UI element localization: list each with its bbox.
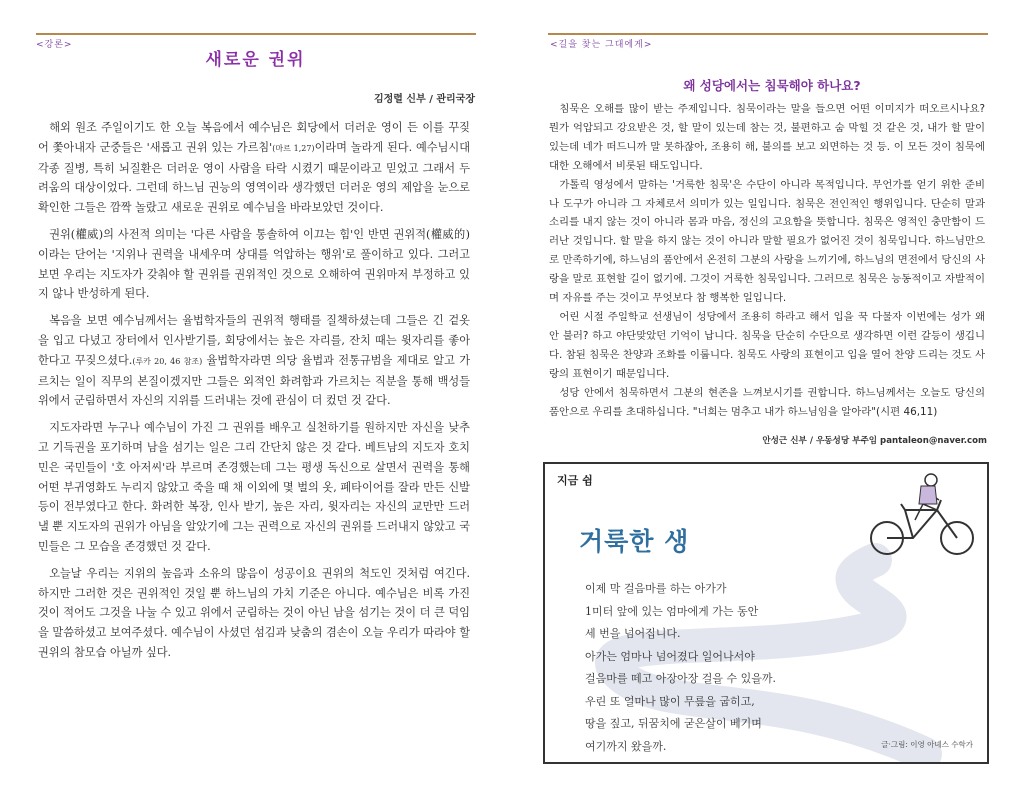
poem-line: 세 번을 넘어집니다. bbox=[585, 627, 681, 640]
paragraph-4: 지도자라면 누구나 예수님이 가진 그 권위를 배우고 실천하기를 원하지만 자신을 낮추고 기득권을 포기하며 남을 섬기는 일은 그리 간단치 않은 것 같다. 베트남의 지도자 호치민은 국민들이 '호 아저씨'라 부르며 존경했는데 그는 평생 독신으로 살면서 권력을 통해 어떤 부귀영화도 누리지 않았고 죽을 때 채 이외에 몇 벌의 옷, 폐타이어를 잘라 만든 신발 등이 전부였다고 한다. 화려한 복장, 인사 받기, 높은 자리, 윗자리는 자신의 교만만 드러낼 뿐 지도자의 권위가 아님을 알았기에 그는 권력으로 자신의 권위를 드러내지 않았고 국민들은 그 모습을 존경했던 것 같다. bbox=[38, 421, 470, 553]
poem-line: 아가는 엄마나 넘어졌다 일어나서야 bbox=[585, 649, 755, 663]
poem-line: 땅을 짚고, 뒤꿈치에 굳은살이 베기며 bbox=[585, 717, 762, 730]
left-page bbox=[0, 0, 511, 791]
right-page bbox=[512, 0, 1023, 791]
article-title-homily: 새로운 권위 bbox=[205, 50, 306, 70]
header-rule-right bbox=[548, 33, 988, 35]
section-tag-homily: <강론> bbox=[36, 40, 73, 50]
poem-credit: 글·그림: 이영 아녜스 수학가 bbox=[881, 740, 973, 749]
header-rule-left bbox=[36, 33, 476, 35]
poem-body bbox=[585, 578, 776, 758]
article-title-silence: 왜 성당에서는 침묵해야 하나요? bbox=[683, 78, 861, 93]
paragraph-3: 어린 시절 주일학교 선생님이 성당에서 조용히 하라고 해서 입을 꾹 다물자 이번에는 성가 왜 안 불러? 하고 야단맞았던 기억이 납니다. 침묵을 단순히 수단으로 생각하면 이런 갈등이 생깁니다. 참된 침묵은 찬양과 조화를 이룹니다. 침묵도 사랑의 표현이고 입을 열어 찬양 드리는 것도 사랑의 표현이기 때문입니다. bbox=[549, 310, 985, 380]
poem-line: 이제 막 걸음마를 하는 아가가 bbox=[585, 582, 727, 595]
byline-homily: 김정렬 신부 / 관리국장 bbox=[373, 94, 475, 105]
poem-title: 거룩한 생 bbox=[579, 527, 690, 556]
paragraph-2: 권위(權威)의 사전적 의미는 '다른 사람을 통솔하여 이끄는 힘'인 반면 권위적(權威的)이라는 단어는 '지위나 권력을 내세우며 상대를 억압하는 행위'로 풀이하고 있다. 그러고 보면 우리는 지도자가 갖춰야 할 권위를 권위적인 것으로 오해하여 권위마저 부정하고 있지 않나 반성하게 된다. bbox=[38, 227, 470, 301]
paragraph-5: 오늘날 우리는 지위의 높음과 소유의 많음이 성공이요 권위의 척도인 것처럼 여긴다. 하지만 그러한 것은 권위적인 것일 뿐 하느님의 가치 기준은 아니다. 예수님은 비록 가진 것이 적어도 그것을 나눌 수 있고 위에서 군림하는 것이 아닌 남을 섬기는 것이 더 큰 덕임을 말씀하셨고 보여주셨다. 예수님이 사셨던 섬김과 낮춤의 겸손이 오늘 우리가 따라야 할 권위의 참모습 아닐까 싶다. bbox=[38, 566, 470, 659]
poem-line: 여기까지 왔을까. bbox=[585, 739, 667, 753]
article-body-homily bbox=[38, 118, 470, 670]
poem-card bbox=[543, 462, 989, 764]
paragraph-1: 침묵은 오해를 많이 받는 주제입니다. 침묵이라는 말을 들으면 어떤 이미지가 떠오르시나요? 뭔가 억압되고 강요받은 것, 할 말이 있는데 참는 것, 불편하고 숨 막힐 것 같은 것, 내가 할 말이 있는데 네가 떠드니까 말 못하잖아, 조용히 해, 불의를 보고 외면하는 것 등. 이 모든 것이 침묵에 대한 오해에서 비롯된 태도입니다. bbox=[549, 103, 985, 172]
poem-line: 우린 또 얼마나 많이 무릎을 굽히고, bbox=[585, 694, 755, 708]
card-tag: 지금 쉼 bbox=[557, 474, 593, 487]
cyclist-illustration bbox=[865, 470, 983, 562]
paragraph-4: 성당 안에서 침묵하면서 그분의 현존을 느껴보시기를 권합니다. 하느님께서는 오늘도 당신의 품안으로 우리를 초대하십니다. "너희는 멈추고 내가 하느님임을 알아라"(시편 46,11) bbox=[549, 386, 985, 418]
paragraph-2: 가톨릭 영성에서 말하는 '거룩한 침묵'은 수단이 아니라 목적입니다. 무언가를 얻기 위한 준비나 도구가 아니라 그 자체로서 의미가 있는 일입니다. 침묵은 전인적인 행위입니다. 단순히 말과 소리를 내지 않는 것이 아니라 몸과 마음, 정신의 고요함을 뜻합니다. 침묵은 영적인 충만함이 드러난 것입니다. 할 말을 하지 않는 것이 아니라 말할 필요가 없어진 것이 침묵입니다. 하느님만으로 만족하기에, 하느님의 품안에서 온전히 그분의 사랑을 느끼기에, 하느님의 면전에서 당신의 사랑을 말로 표현할 길이 없기에. 그것이 거룩한 침묵입니다. 그러므로 침묵은 능동적이고 자발적이며 자유를 주는 것이고 무엇보다 참 행복한 일입니다. bbox=[549, 178, 985, 305]
poem-line: 1미터 앞에 있는 엄마에게 가는 동안 bbox=[585, 604, 759, 618]
paragraph-1: 해외 원조 주일이기도 한 오늘 복음에서 예수님은 회당에서 더러운 영이 든 이를 꾸짖어 쫓아내자 군중들은 '새롭고 권위 있는 가르침'(마르 1,27)이라며 놀라게 된다. 예수님시대 각종 질병, 특히 뇌질환은 더러운 영이 사람을 타락 시켰기 때문이라고 믿었고 그래서 두려움의 대상이었다. 그런데 하느님 권능의 영역이라 생각했던 더러운 영의 제압을 눈으로 확인한 그들은 깜짝 놀랐고 새로운 권위로 예수님을 바라보았던 것이다. bbox=[38, 121, 470, 215]
article-body-silence bbox=[549, 100, 985, 421]
section-tag-qa: <길을 찾는 그대에게> bbox=[550, 40, 653, 50]
byline-silence: 안성근 신부 / 우동성당 부주임 pantaleon@naver.com bbox=[762, 436, 987, 446]
paragraph-3: 복음을 보면 예수님께서는 율법학자들의 권위적 행태를 질책하셨는데 그들은 긴 겉옷을 입고 다녔고 장터에서 인사받기를, 회당에서는 높은 자리를, 잔치 때는 윗자리를 좋아한다고 꾸짖으셨다.(루카 20, 46 참조) 율법학자라면 의당 율법과 전통규범을 제대로 알고 가르치는 일이 직무의 본질이겠지만 그들은 외적인 화려함과 가르치는 직분을 통해 백성들 위에서 군림하면서 자신의 지위를 드러내는 것에 관심이 더 컸던 것 같다. bbox=[38, 314, 470, 408]
poem-line: 걸음마를 떼고 아장아장 걸을 수 있을까. bbox=[585, 672, 776, 685]
